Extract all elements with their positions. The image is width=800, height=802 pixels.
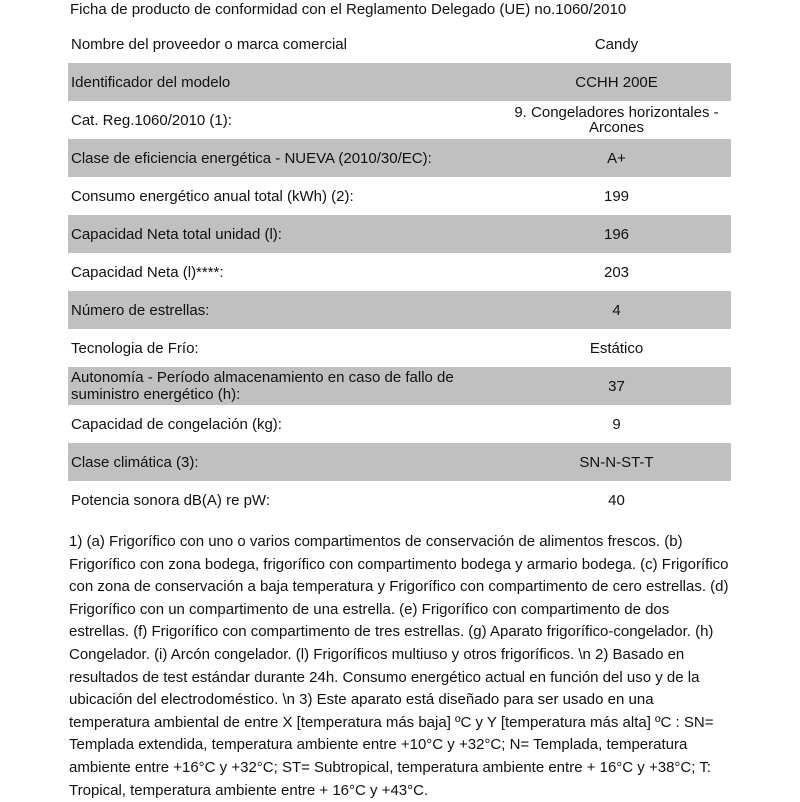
table-row xyxy=(68,405,731,443)
table-row xyxy=(68,367,731,405)
table-row xyxy=(68,25,731,63)
row-value: 9. Congeladores horizontales - Arcones xyxy=(514,104,719,136)
table-row xyxy=(68,177,731,215)
row-label: Clase climática (3): xyxy=(71,453,199,471)
row-value: 9 xyxy=(612,415,621,433)
table-row xyxy=(68,329,731,367)
row-label: Autonomía - Período almacenamiento en caso de fallo de suministro energético (h): xyxy=(71,369,454,403)
row-value: 37 xyxy=(608,377,625,395)
row-value: A+ xyxy=(607,149,626,167)
row-label: Capacidad Neta (l)****: xyxy=(71,263,224,281)
row-label: Cat. Reg.1060/2010 (1): xyxy=(71,111,232,129)
footnotes: 1) (a) Frigorífico con uno o varios compartimentos de conservación de alimentos frescos. (b) Frigorífico con zona bodega, frigorífico con compartimento bodega y armario bodega. (c) Frigorífico con zona de conservación a baja temperatura y Frigorífico con compartimento de cero estrellas. (d) Frigorífico con un compartimento de una estrella. (e) Frigorífico con compartimento de dos estrellas. (f) Frigorífico con compartimento de tres estrellas. (g) Aparato frigorífico-congelador. (h) Congelador. (i) Arcón congelador. (l) Frigoríficos multiuso y otros frigoríficos. \n 2) Basado en resultados de test estándar durante 24h. Consumo energético actual en función del uso y de la ubicación del electrodoméstico. \n 3) Este aparato está diseñado para ser usado en una temperatura ambiental de entre X [temperatura más baja] ºC y Y [temperatura más alta] ºC : SN= Templada extendida, temperatura ambiente entre +10°C y +32°C; N= Templada, temperatura ambiente entre +16°C y +32°C; ST= Subtropical, temperatura ambiente entre + 16°C y +38°C; T: Tropical, temperatura ambiente entre + 16°C y +43°C. xyxy=(69,533,729,799)
document-title: Ficha de producto de conformidad con el Reglamento Delegado (UE) no.1060/2010 xyxy=(70,1,627,18)
row-value: 196 xyxy=(603,225,630,243)
row-label: Consumo energético anual total (kWh) (2): xyxy=(71,187,354,205)
row-value: 4 xyxy=(612,301,621,319)
table-row xyxy=(68,291,731,329)
row-value: 40 xyxy=(608,491,625,509)
table-row xyxy=(68,63,731,101)
table-row xyxy=(68,443,731,481)
table-row xyxy=(68,253,731,291)
row-value: 199 xyxy=(603,187,630,205)
row-value: SN-N-ST-T xyxy=(579,453,654,471)
row-value: Candy xyxy=(594,35,639,53)
table-row xyxy=(68,481,731,519)
row-label: Nombre del proveedor o marca comercial xyxy=(71,35,347,53)
row-value: CCHH 200E xyxy=(575,73,658,91)
row-label: Identificador del modelo xyxy=(71,73,231,91)
row-label: Número de estrellas: xyxy=(71,301,210,319)
table-row xyxy=(68,215,731,253)
table-row xyxy=(68,139,731,177)
row-label: Clase de eficiencia energética - NUEVA (2010/30/EC): xyxy=(71,149,432,167)
row-label: Tecnologia de Frío: xyxy=(71,339,199,357)
spec-table xyxy=(68,25,731,519)
row-label: Potencia sonora dB(A) re pW: xyxy=(71,491,270,509)
row-value: Estático xyxy=(589,339,644,357)
row-label: Capacidad Neta total unidad (l): xyxy=(71,225,282,243)
table-row xyxy=(68,101,731,139)
row-value: 203 xyxy=(603,263,630,281)
row-label: Capacidad de congelación (kg): xyxy=(71,415,282,433)
